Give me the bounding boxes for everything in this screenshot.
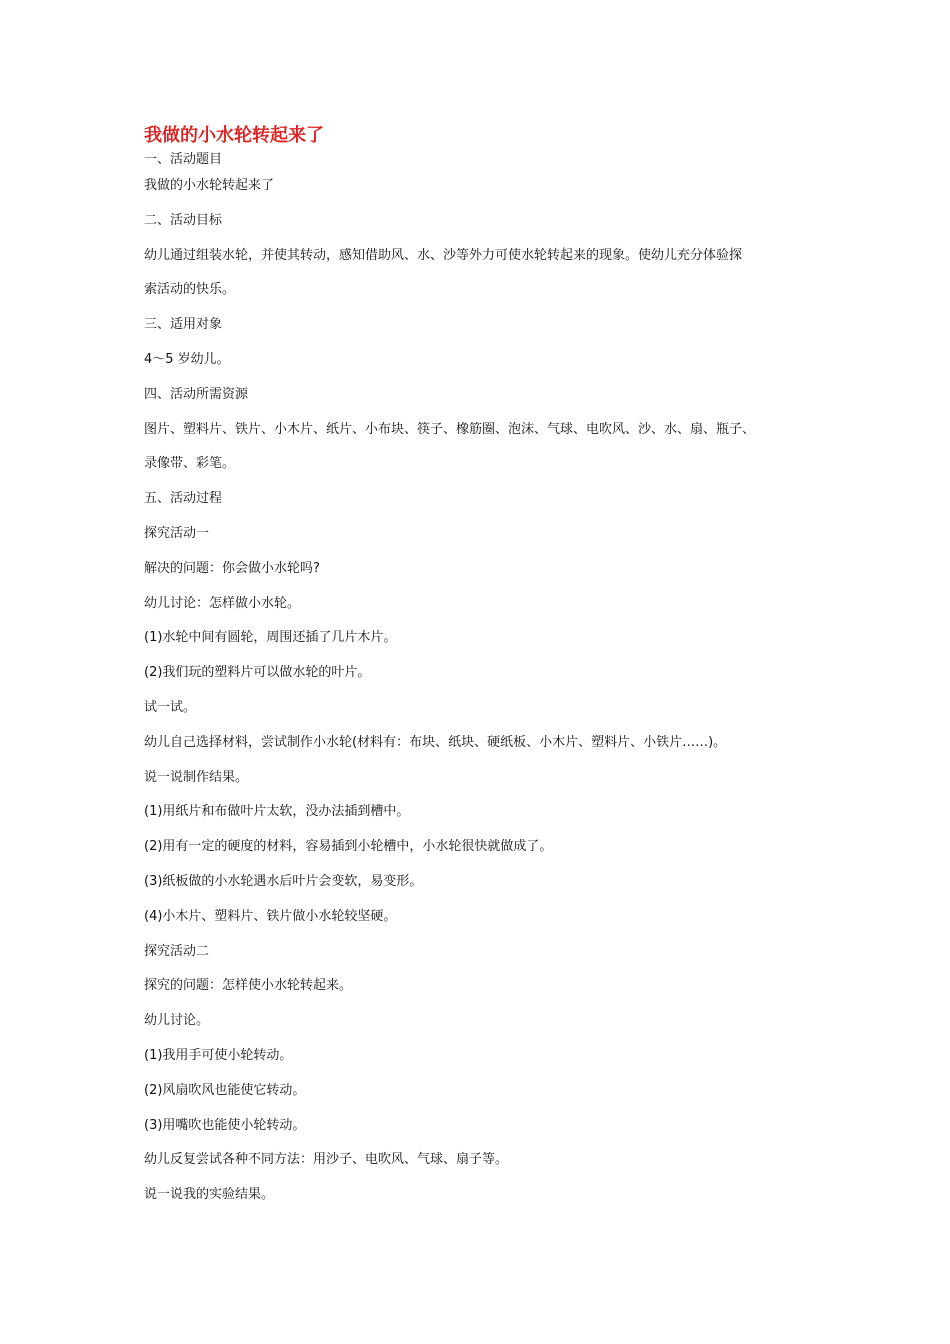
paragraph: 幼儿通过组装水轮，并使其转动，感知借助风、水、沙等外力可使水轮转起来的现象。使幼儿充分体验探 xyxy=(144,247,743,263)
document-page xyxy=(144,122,824,1220)
paragraph: 我做的小水轮转起来了 xyxy=(144,178,275,193)
paragraph: (2)我们玩的塑料片可以做水轮的叶片。 xyxy=(144,665,371,681)
paragraph: 说一说我的实验结果。 xyxy=(144,1187,275,1203)
paragraph: 解决的问题：你会做小水轮吗? xyxy=(144,560,320,576)
paragraph: (1)用纸片和布做叶片太软，没办法插到槽中。 xyxy=(144,804,410,820)
paragraph: 探究的问题：怎样使小水轮转起来。 xyxy=(144,978,353,994)
paragraph: 幼儿反复尝试各种不同方法：用沙子、电吹风、气球、扇子等。 xyxy=(144,1152,509,1168)
paragraph: 试一试。 xyxy=(144,699,197,715)
paragraph: 幼儿讨论。 xyxy=(144,1013,210,1029)
paragraph: 二、活动目标 xyxy=(144,212,223,228)
paragraph: 图片、塑料片、铁片、小木片、纸片、小布块、筷子、橡筋圈、泡沫、气球、电吹风、沙、水、扇、瓶子、 xyxy=(144,421,756,437)
paragraph: (3)纸板做的小水轮遇水后叶片会变软，易变形。 xyxy=(144,873,423,889)
paragraph: 一、活动题目 xyxy=(144,152,223,167)
paragraph: (2)用有一定的硬度的材料，容易插到小轮槽中，小水轮很快就做成了。 xyxy=(144,839,553,855)
paragraph: 说一说制作结果。 xyxy=(144,769,249,785)
paragraph: 探究活动二 xyxy=(144,943,210,959)
paragraph: (4)小木片、塑料片、铁片做小水轮较坚硬。 xyxy=(144,908,397,924)
paragraph: 四、活动所需资源 xyxy=(144,386,249,402)
paragraph: 三、适用对象 xyxy=(144,317,223,333)
paragraph: (1)水轮中间有圆轮，周围还插了几片木片。 xyxy=(144,630,397,646)
paragraph: 五、活动过程 xyxy=(144,491,223,507)
document-title: 我做的小水轮转起来了 xyxy=(144,125,324,146)
paragraph: 幼儿讨论：怎样做小水轮。 xyxy=(144,595,301,611)
paragraph: (1)我用手可使小轮转动。 xyxy=(144,1047,293,1063)
paragraph: 录像带、彩笔。 xyxy=(144,456,236,472)
document-body xyxy=(144,150,824,1220)
paragraph: 探究活动一 xyxy=(144,525,210,541)
paragraph: (3)用嘴吹也能使小轮转动。 xyxy=(144,1117,306,1133)
paragraph: 4～5 岁幼儿。 xyxy=(144,351,230,367)
paragraph: 幼儿自己选择材料，尝试制作小水轮(材料有：布块、纸块、硬纸板、小木片、塑料片、小铁片……)。 xyxy=(144,734,727,750)
paragraph: 索活动的快乐。 xyxy=(144,282,236,298)
paragraph: (2)风扇吹风也能使它转动。 xyxy=(144,1082,306,1098)
